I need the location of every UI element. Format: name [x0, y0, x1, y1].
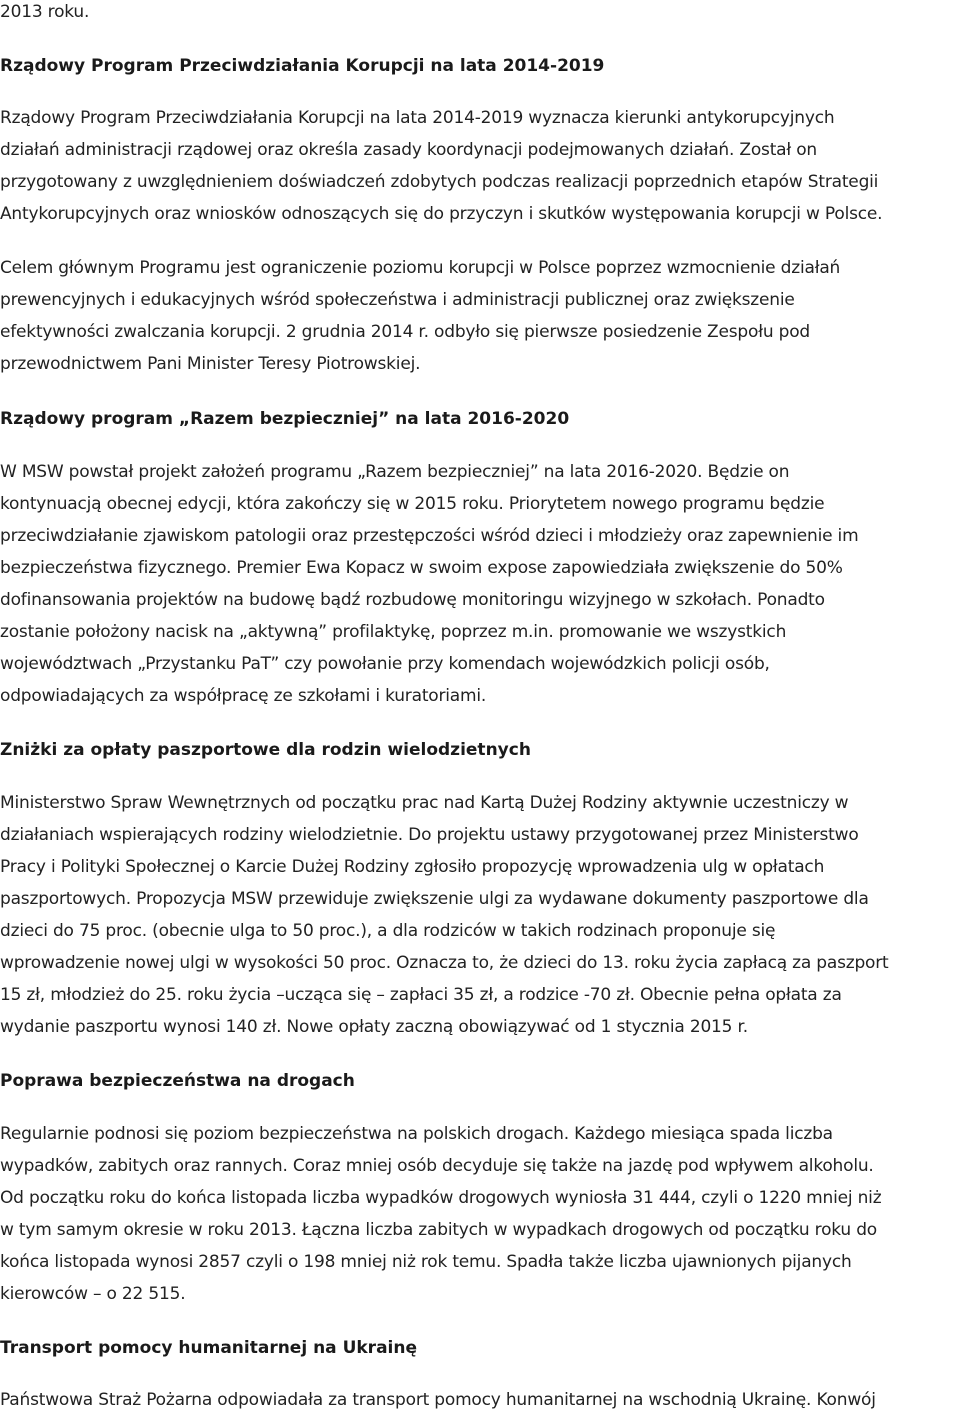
text-line: bezpieczeństwa fizycznego. Premier Ewa Kopacz w swoim expose zapowiedziała zwiększenie do 50%: [0, 558, 843, 578]
section-heading-passport-discounts: Zniżki za opłaty paszportowe dla rodzin wielodzietnych: [0, 740, 531, 760]
paragraph-road-safety: [0, 1118, 960, 1310]
paragraph-anticorruption-2: [0, 252, 960, 380]
text-line: wydanie paszportu wynosi 140 zł. Nowe opłaty zaczną obowiązywać od 1 stycznia 2015 r.: [0, 1017, 748, 1037]
text-line: Celem głównym Programu jest ograniczenie poziomu korupcji w Polsce poprzez wzmocnienie działań: [0, 258, 841, 278]
text-line: paszportowych. Propozycja MSW przewiduje zwiększenie ulgi za wydawane dokumenty paszportowe dla: [0, 889, 869, 909]
text-line: kierowców – o 22 515.: [0, 1284, 186, 1304]
text-line: prewencyjnych i edukacyjnych wśród społeczeństwa i administracji publicznej oraz zwiększenie: [0, 290, 795, 310]
text-line: Regularnie podnosi się poziom bezpieczeństwa na polskich drogach. Każdego miesiąca spada liczba: [0, 1124, 833, 1144]
text-line: dofinansowania projektów na budowę bądź rozbudowę monitoringu wizyjnego w szkołach. Ponadto: [0, 590, 825, 610]
top-fragment: 2013 roku.: [0, 2, 90, 22]
paragraph-humanitarian-aid: [0, 1384, 960, 1416]
section-heading-humanitarian-aid: Transport pomocy humanitarnej na Ukrainę: [0, 1338, 417, 1358]
text-line: wypadków, zabitych oraz rannych. Coraz mniej osób decyduje się także na jazdę pod wpływem alkoholu.: [0, 1156, 874, 1176]
text-line: województwach „Przystanku PaT” czy powołanie przy komendach wojewódzkich policji osób,: [0, 654, 770, 674]
section-heading-razem-bezpieczniej: Rządowy program „Razem bezpieczniej” na lata 2016-2020: [0, 409, 570, 429]
text-line: przewodnictwem Pani Minister Teresy Piotrowskiej.: [0, 354, 421, 374]
text-line: Od początku roku do końca listopada liczba wypadków drogowych wyniosła 31 444, czyli o 1220 mniej niż: [0, 1188, 882, 1208]
text-line: zostanie położony nacisk na „aktywną” profilaktykę, poprzez m.in. promowanie we wszystkich: [0, 622, 787, 642]
text-line: efektywności zwalczania korupcji. 2 grudnia 2014 r. odbyło się pierwsze posiedzenie Zespołu pod: [0, 322, 810, 342]
text-line: przeciwdziałanie zjawiskom patologii oraz przestępczości wśród dzieci i młodzieży oraz zapewnienie im: [0, 526, 859, 546]
text-line: Ministerstwo Spraw Wewnętrznych od początku prac nad Kartą Dużej Rodziny aktywnie uczestniczy w: [0, 793, 849, 813]
text-line: działaniach wspierających rodziny wielodzietnie. Do projektu ustawy przygotowanej przez Ministerstwo: [0, 825, 859, 845]
paragraph-razem-bezpieczniej: [0, 456, 960, 712]
text-line: odpowiadających za współpracę ze szkołami i kuratoriami.: [0, 686, 487, 706]
text-line: dzieci do 75 proc. (obecnie ulga to 50 proc.), a dla rodziców w takich rodzinach proponuje się: [0, 921, 776, 941]
paragraph-passport-discounts: [0, 787, 960, 1043]
section-heading-road-safety: Poprawa bezpieczeństwa na drogach: [0, 1071, 355, 1091]
text-line: Rządowy Program Przeciwdziałania Korupcji na lata 2014-2019 wyznacza kierunki antykorupcyjnych: [0, 108, 835, 128]
text-line: W MSW powstał projekt założeń programu „Razem bezpieczniej” na lata 2016-2020. Będzie on: [0, 462, 790, 482]
text-line: wprowadzenie nowej ulgi w wysokości 50 proc. Oznacza to, że dzieci do 13. roku życia zapłacą za paszport: [0, 953, 889, 973]
text-line: kontynuacją obecnej edycji, która zakończy się w 2015 roku. Priorytetem nowego programu będzie: [0, 494, 825, 514]
section-heading-anticorruption: Rządowy Program Przeciwdziałania Korupcji na lata 2014-2019: [0, 56, 605, 76]
text-line: końca listopada wynosi 2857 czyli o 198 mniej niż rok temu. Spadła także liczba ujawnionych pijanych: [0, 1252, 852, 1272]
text-line: 15 zł, młodzież do 25. roku życia –ucząca się – zapłaci 35 zł, a rodzice -70 zł. Obecnie pełna opłata za: [0, 985, 842, 1005]
text-line: Pracy i Polityki Społecznej o Karcie Dużej Rodziny zgłosiło propozycję wprowadzenia ulg w opłatach: [0, 857, 825, 877]
paragraph-anticorruption-1: [0, 102, 960, 230]
text-line: Antykorupcyjnych oraz wniosków odnoszących się do przyczyn i skutków występowania korupcji w Polsce.: [0, 204, 883, 224]
text-line: Państwowa Straż Pożarna odpowiadała za transport pomocy humanitarnej na wschodnią Ukrainę. Konwój: [0, 1390, 876, 1410]
text-line: w tym samym okresie w roku 2013. Łączna liczba zabitych w wypadkach drogowych od początku roku do: [0, 1220, 877, 1240]
text-line: działań administracji rządowej oraz określa zasady koordynacji podejmowanych działań. Został on: [0, 140, 817, 160]
text-line: przygotowany z uwzględnieniem doświadczeń zdobytych podczas realizacji poprzednich etapów Strategii: [0, 172, 879, 192]
